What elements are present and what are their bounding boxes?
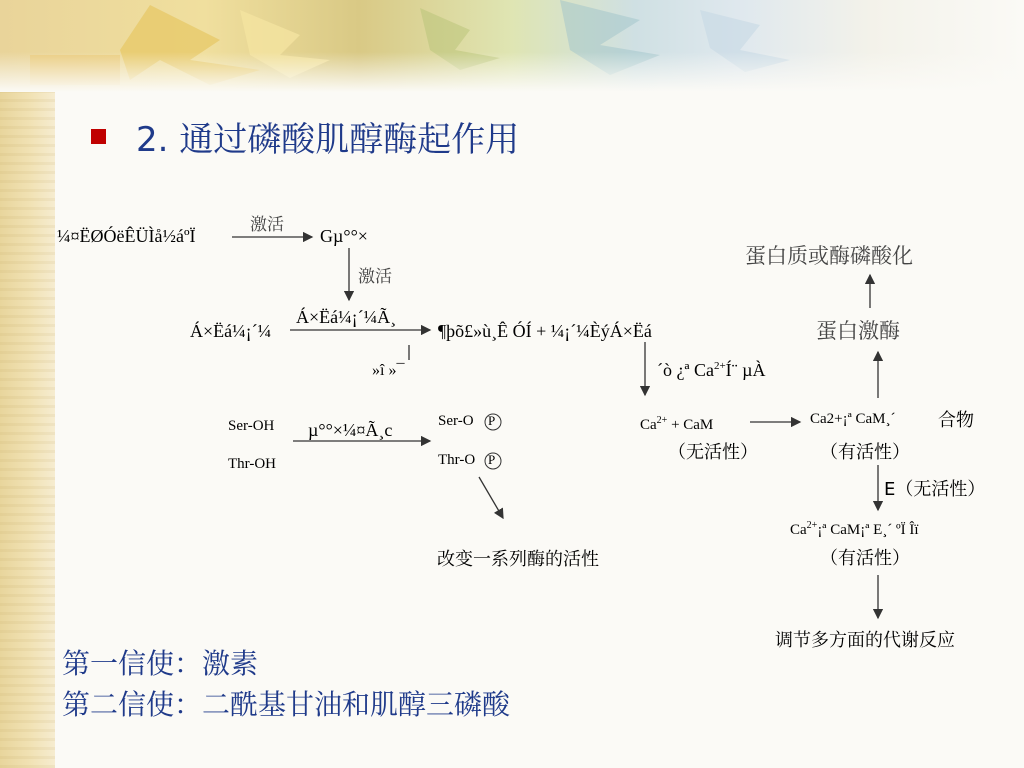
enzyme-inactive-label: E（无活性）: [884, 479, 986, 500]
change-activity-label: 改变一系列酶的活性: [437, 549, 599, 570]
protein-kinase-label: 蛋白激酶: [816, 319, 900, 343]
active-label-2: （有活性）: [820, 548, 910, 569]
inactive-label-1: （无活性）: [668, 442, 758, 463]
g-protein-label: Gµ°°×: [320, 226, 368, 246]
hormone-receptor-label: ¼¤ËØÓëÊÜÌå½áºÏ: [57, 226, 196, 246]
regulate-metabolism-label: 调节多方面的代谢反应: [775, 630, 955, 651]
activate-label-1: 激活: [250, 215, 284, 235]
first-messenger-text: 第一信使：激素: [62, 647, 259, 680]
thr-oh-label: Thr-OH: [228, 456, 277, 472]
thr-op-label: Thr-O: [438, 452, 476, 468]
ca-channel-sup: 2+: [713, 360, 726, 372]
cam-text: + CaM: [671, 417, 714, 433]
products-label: ¶þõ£»ù¸Ê ÓÍ + ¼¡´¼ÈýÁ×Ëá: [438, 321, 652, 341]
ca-cam-label: [640, 415, 713, 434]
ca-cam-e-complex-label: [790, 520, 919, 539]
phospholipase-label: Á×Ëá¼¡´¼Ã¸: [296, 307, 397, 327]
activate-label-3: »î »¯: [372, 362, 405, 379]
complex-tail-label: 合物: [938, 410, 974, 431]
second-messenger-text: 第二信使：二酰基甘油和肌醇三磷酸: [62, 688, 511, 721]
protein-kinase-c-label: µ°°×¼¤Ã¸c: [308, 420, 393, 440]
ca2-tail: ¡ª CaM¡ª E¸´ ºÏ Îï: [817, 522, 919, 538]
phosphorylation-label: 蛋白质或酶磷酸化: [745, 244, 913, 268]
phosphate-icon: P: [488, 413, 496, 428]
ca2-sup: 2+: [806, 520, 818, 531]
ca-channel-text: ´ò ¿ª Ca: [657, 360, 714, 380]
ser-oh-label: Ser-OH: [228, 418, 275, 434]
ca-channel-label: [657, 360, 766, 381]
ca2-text: Ca: [790, 522, 807, 538]
ca-cam-complex-label: Ca2+¡ª CaM¸´: [810, 411, 896, 427]
activate-label-2: 激活: [358, 267, 392, 287]
ser-op-label: Ser-O: [438, 413, 474, 429]
ca-channel-tail: Í¨ µÀ: [725, 360, 766, 380]
ca-text: Ca: [640, 417, 657, 433]
slide-title-text: 2. 通过磷酸肌醇酶起作用: [136, 120, 520, 160]
inositol-phosphate-label: Á×Ëá¼¡´¼: [190, 321, 272, 341]
active-label-1: （有活性）: [820, 442, 910, 463]
phosphate-icon: P: [488, 452, 496, 467]
ca-sup: 2+: [656, 415, 668, 426]
